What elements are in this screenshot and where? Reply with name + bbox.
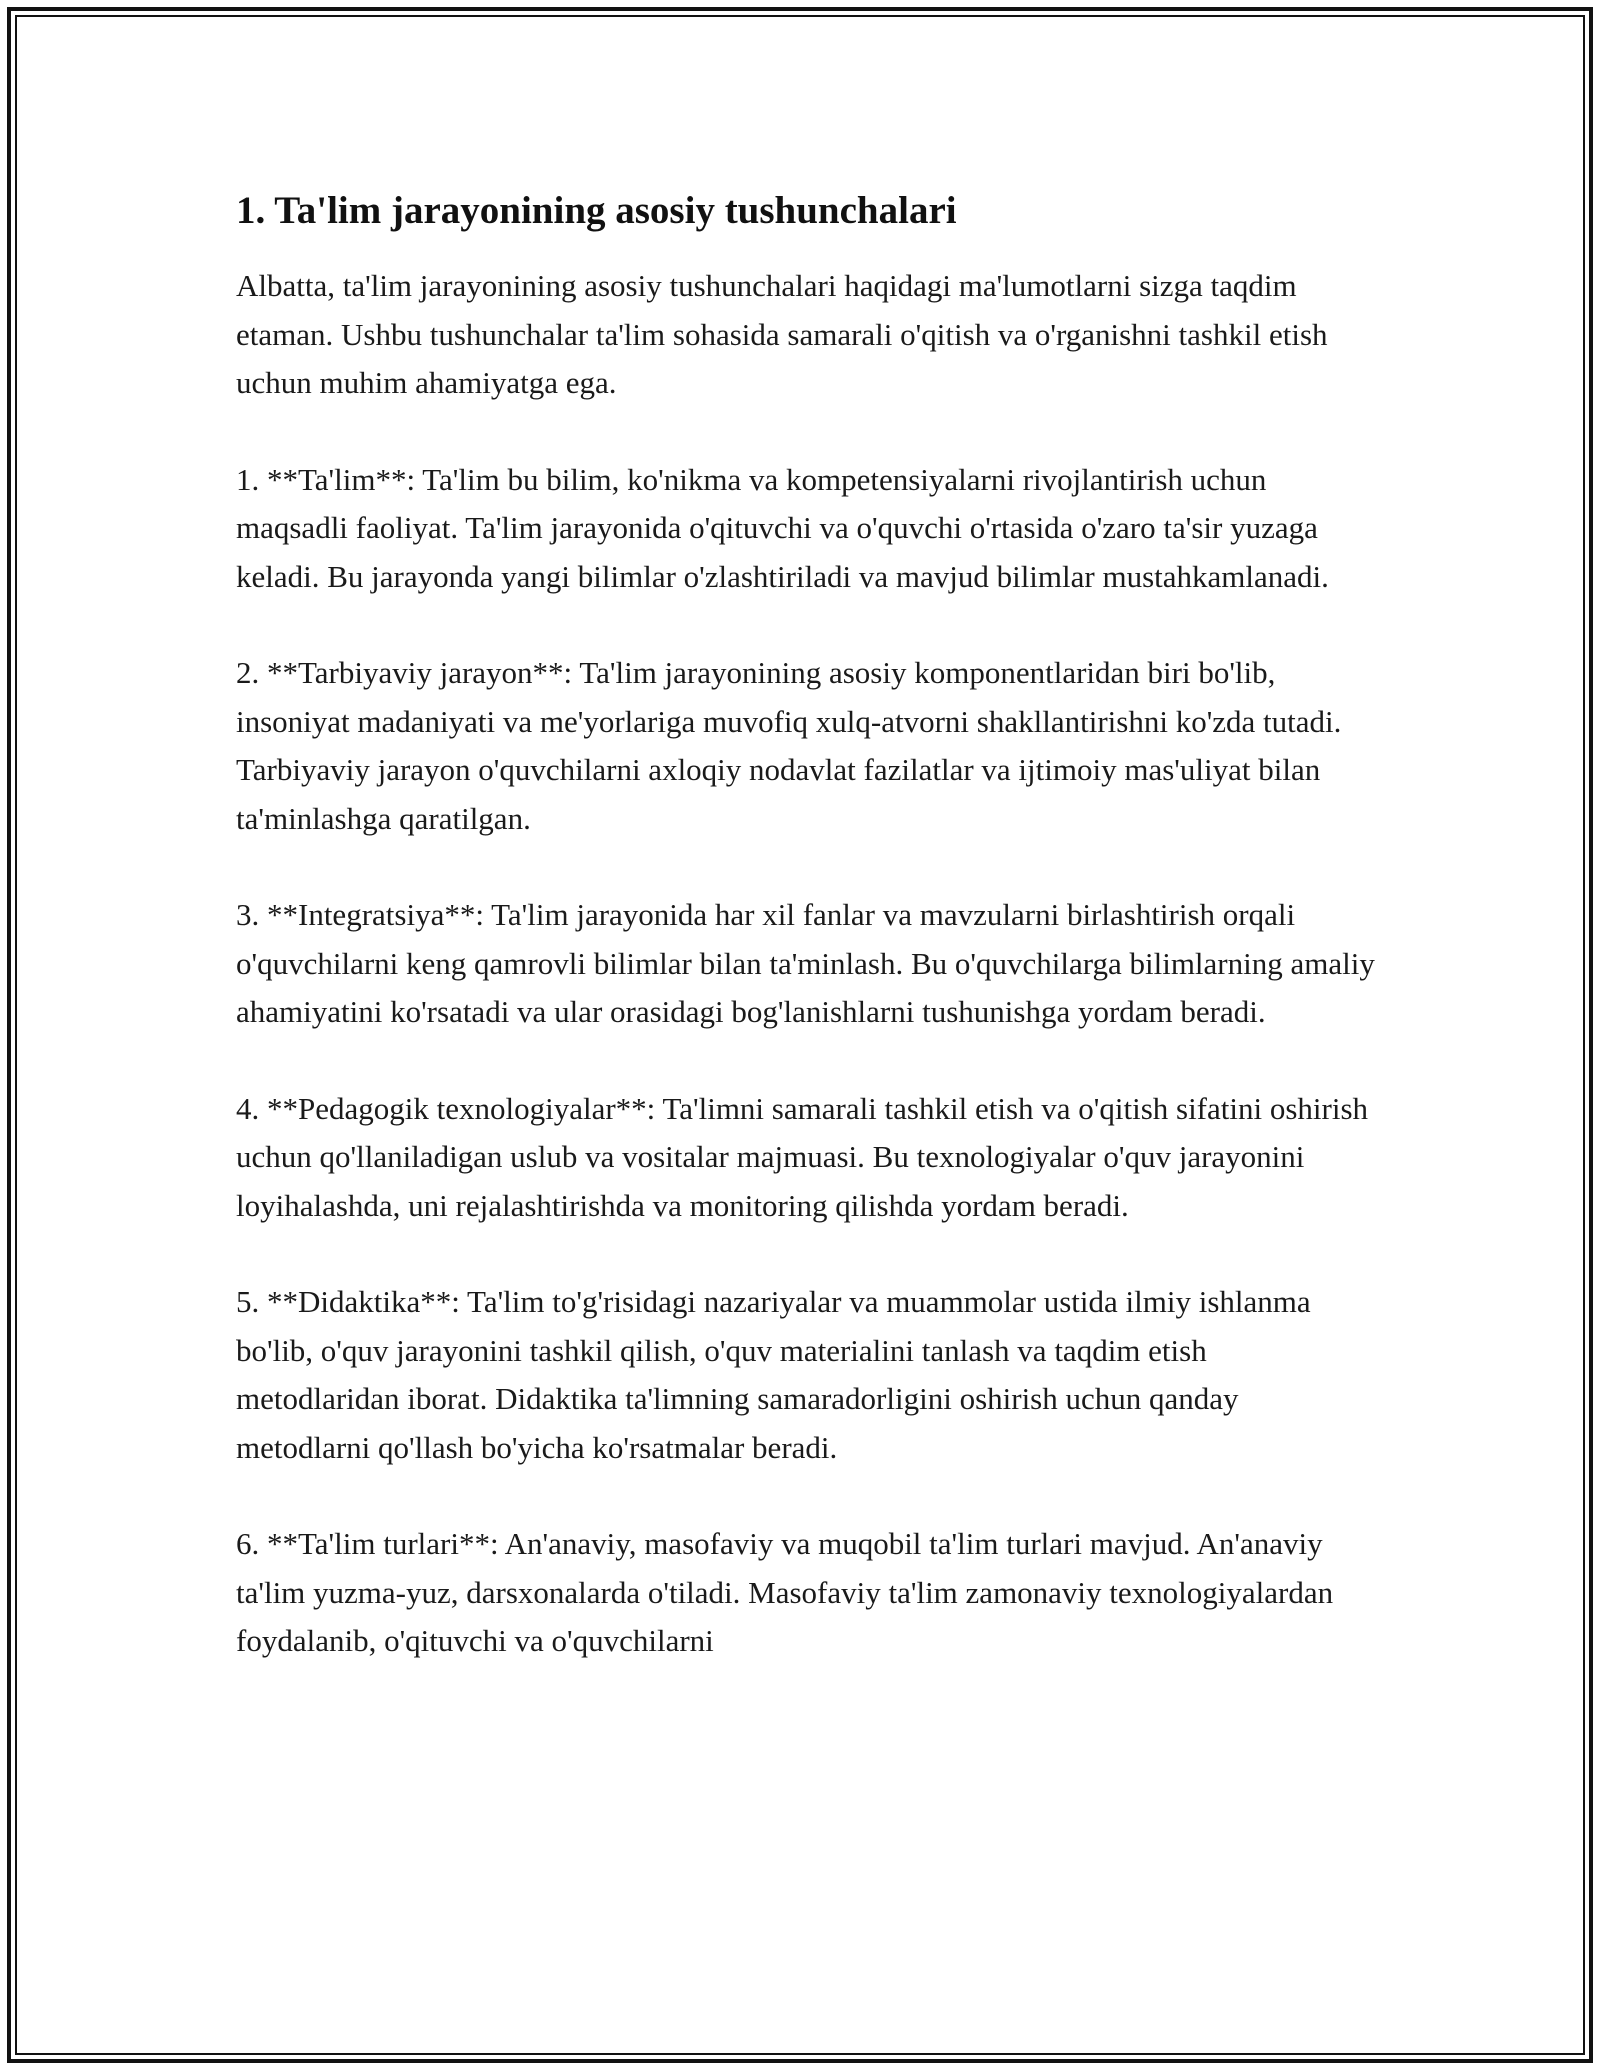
document-page — [236, 186, 1376, 1666]
paragraph-integratsiya: 3. **Integratsiya**: Ta'lim jarayonida har xil fanlar va mavzularni birlashtirish orqali o'quvchilarni keng qamrovli bilimlar bilan ta'minlash. Bu o'quvchilarga bilimlarning amaliy ahamiyatini ko'rsatadi va ular orasidagi bog'lanishlarni tushunishga yordam beradi. — [236, 897, 1375, 1029]
paragraph-didaktika: 5. **Didaktika**: Ta'lim to'g'risidagi nazariyalar va muammolar ustida ilmiy ishlanma bo'lib, o'quv jarayonini tashkil qilish, o'quv materialini tanlash va taqdim etish metodlaridan iborat. Didaktika ta'limning samaradorligini oshirish uchun qanday metodlarni qo'llash bo'yicha ko'rsatmalar beradi. — [236, 1284, 1311, 1465]
intro-paragraph: Albatta, ta'lim jarayonining asosiy tushunchalari haqidagi ma'lumotlarni sizga taqdim etaman. Ushbu tushunchalar ta'lim sohasida samarali o'qitish va o'rganishni tashkil etish uchun muhim ahamiyatga ega. — [236, 268, 1328, 400]
paragraph-talim: 1. **Ta'lim**: Ta'lim bu bilim, ko'nikma va kompetensiyalarni rivojlantirish uchun maqsadli faoliyat. Ta'lim jarayonida o'qituvchi va o'quvchi o'rtasida o'zaro ta'sir yuzaga keladi. Bu jarayonda yangi bilimlar o'zlashtiriladi va mavjud bilimlar mustahkamlanadi. — [236, 461, 1329, 594]
document-title: 1. Ta'lim jarayonining asosiy tushunchalari — [236, 189, 957, 232]
paragraph-talim-turlari: 6. **Ta'lim turlari**: An'anaviy, masofaviy va muqobil ta'lim turlari mavjud. An'anaviy ta'lim yuzma-yuz, darsxonalarda o'tiladi. Masofaviy ta'lim zamonaviy texnologiyalardan foydalanib, o'qituvchi va o'quvchilarni — [236, 1526, 1334, 1658]
paragraph-tarbiyaviy-jarayon: 2. **Tarbiyaviy jarayon**: Ta'lim jarayonining asosiy komponentlaridan biri bo'lib, insoniyat madaniyati va me'yorlariga muvofiq xulq-atvorni shakllantirishni ko'zda tutadi. Tarbiyaviy jarayon o'quvchilarni axloqiy nodavlat fazilatlar va ijtimoiy mas'uliyat bilan ta'minlashga qaratilgan. — [236, 655, 1342, 836]
paragraph-pedagogik-texnologiyalar: 4. **Pedagogik texnologiyalar**: Ta'limni samarali tashkil etish va o'qitish sifatini oshirish uchun qo'llaniladigan uslub va vositalar majmuasi. Bu texnologiyalar o'quv jarayonini loyihalashda, uni rejalashtirishda va monitoring qilishda yordam beradi. — [236, 1090, 1369, 1223]
